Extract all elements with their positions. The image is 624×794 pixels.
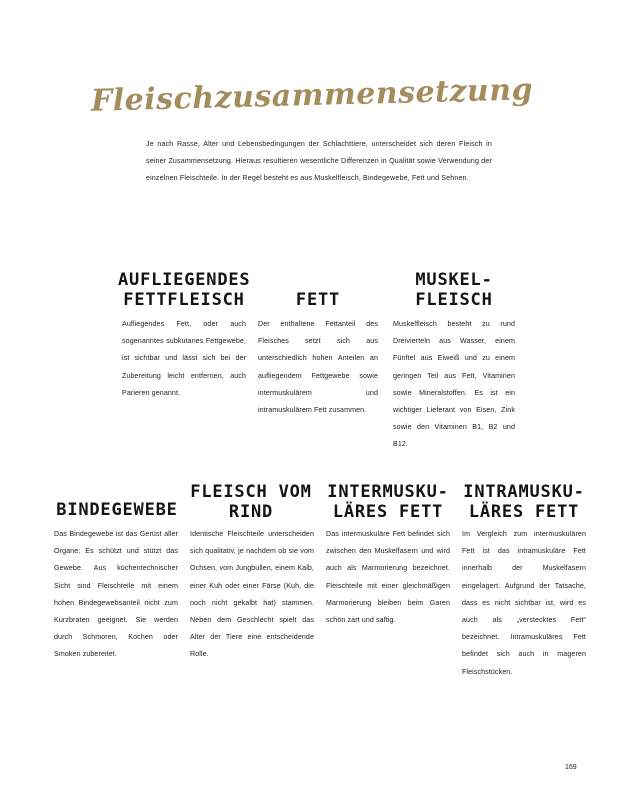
text-fleisch-vom-rind: Identische Fleischteile unterscheiden sich qualitativ, je nachdem ob sie vom Ochsen, vom Jungbullen, einem Kalb, einer Kuh oder einer Färse (Kuh, die noch nicht gekalbt hat) stammen. Neben dem Geschlecht spielt das Alter der Tiere eine entscheidende Rolle. (190, 530, 314, 659)
heading-line: FETT (295, 290, 341, 310)
text-muskelfleisch: Muskelfleisch besteht zu rund Dreivierteln aus Wasser, einem Fünftel aus Eiweiß und zu einem geringen Teil aus Fett, Vitaminen sowie Mineralstoffen. Es ist ein wichtiger Lieferant von Eisen, Zink sowie den Vitaminen B1, B2 und B12. (393, 320, 515, 449)
heading-muskelfleisch (392, 270, 516, 310)
heading-line: FETTFLEISCH (123, 290, 245, 310)
heading-line: FLEISCH VOM (190, 482, 312, 502)
heading-bindegewebe (52, 500, 182, 520)
heading-line: LÄRES FETT (468, 502, 580, 522)
text-intramuskulaeres-fett: Im Vergleich zum intermuskulären Fett ist das intramuskuläre Fett innerhalb der Muskelfasern eingelagert. Aufgrund der Tatsache, dass es nicht sichtbar ist, wird es auch als „verstecktes Fett“ bezeichnet. Intramuskuläres Fett befindet sich auch in mageren Fleischstücken. (462, 530, 586, 676)
heading-line: LÄRES FETT (332, 502, 444, 522)
page-number: 169 (565, 764, 577, 771)
heading-intermuskulaeres-fett (322, 482, 454, 522)
heading-intramuskulaeres-fett (458, 482, 590, 522)
heading-line: BINDEGEWEBE (56, 500, 178, 520)
heading-line: FLEISCH (415, 290, 493, 310)
intro-paragraph: Je nach Rasse, Alter und Lebensbedingungen der Schlachttiere, unterscheidet sich deren Fleisch in seiner Zusammensetzung. Hieraus resultieren wesentliche Differenzen in Qualität sowie Verwendung der einzelnen Fleischteile. In der Regel besteht es aus Muskelfleisch, Bindegewebe, Fett und Sehnen. (146, 140, 492, 183)
heading-line: RIND (228, 502, 274, 522)
heading-line: INTERMUSKU- (327, 482, 449, 502)
heading-line: AUFLIEGENDES (118, 270, 251, 290)
heading-line: MUSKEL- (415, 270, 493, 290)
text-bindegewebe: Das Bindegewebe ist das Gerüst aller Organe: Es schützt und stützt das Gewebe. Aus küchentechnischer Sicht sind Fleischteile mit einem hohen Bindegewebsanteil nicht zum Kurzbraten geeignet. Sie werden durch Schmoren, Kochen oder Smoken zubereitet. (54, 530, 178, 659)
text-fett: Der enthaltene Fettanteil des Fleisches setzt sich aus unterschiedlich hohen Anteilen an aufliegendem Fettgewebe sowie intermuskulärem und intramuskulärem Fett zusammen. (258, 320, 378, 415)
heading-line: INTRAMUSKU- (463, 482, 585, 502)
heading-fett (258, 290, 378, 310)
page-title: Fleischzusammensetzung (90, 72, 534, 119)
text-aufliegendes-fettfleisch: Aufliegendes Fett, oder auch sogenanntes subkutanes Fettgewebe, ist sichtbar und lässt sich bei der Zubereitung leicht entfernen, auch Parieren genannt. (122, 320, 246, 397)
heading-aufliegendes-fettfleisch (118, 270, 250, 310)
heading-fleisch-vom-rind (186, 482, 316, 522)
text-intermuskulaeres-fett: Das intermuskuläre Fett befindet sich zwischen den Muskelfasern und wird auch als Marmorierung bezeichnet. Fleischteile mit einer gleichmäßigen Marmorierung bleiben beim Garen schön zart und saftig. (326, 530, 450, 625)
